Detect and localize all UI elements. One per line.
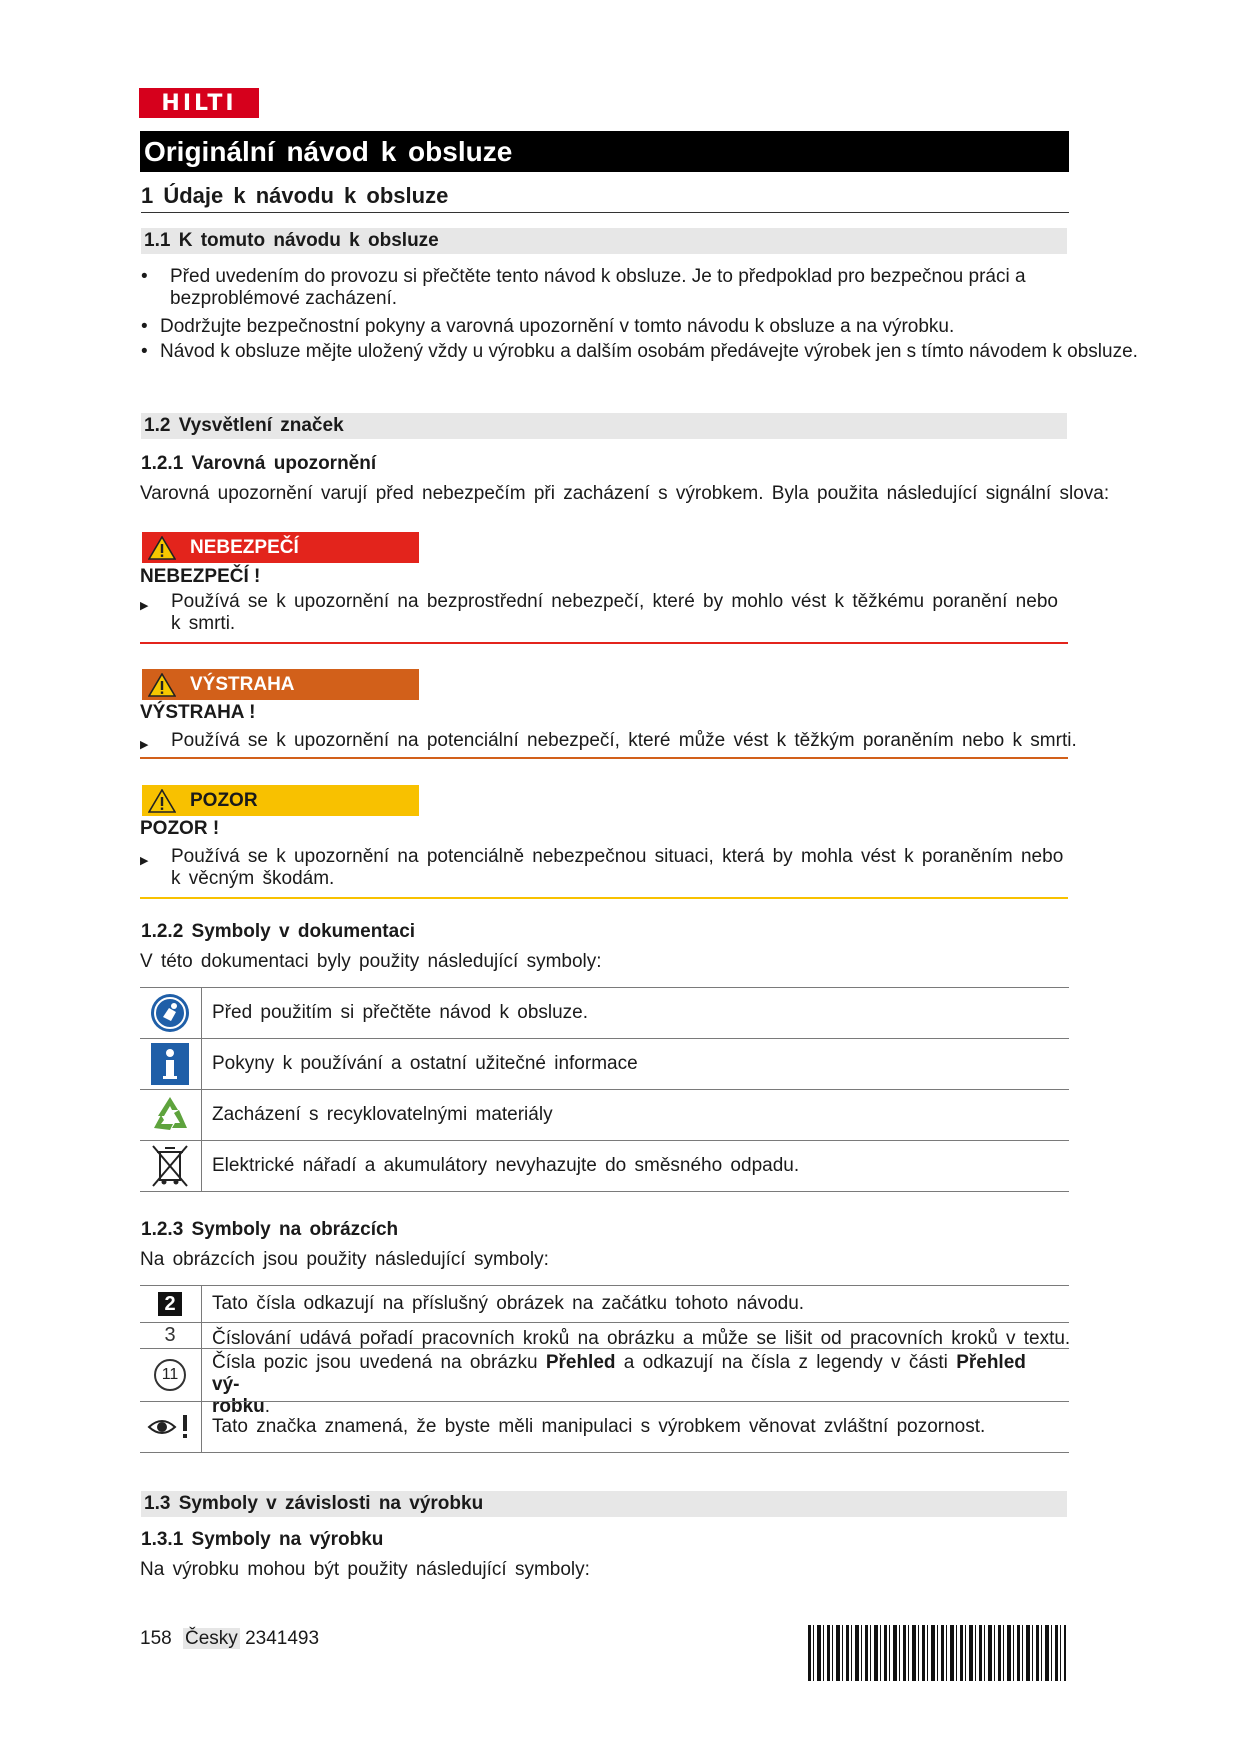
table-rule: [140, 1452, 1069, 1453]
signal-description: [140, 730, 1100, 752]
danger-rule: [140, 642, 1068, 644]
warnings-intro: Varovná upozornění varují před nebezpečím při zacházení s výrobkem. Byla použita následující signální slova:: [140, 483, 1110, 504]
table-cell-text: Tato čísla odkazují na příslušný obrázek na začátku tohoto návodu.: [212, 1293, 805, 1314]
warning-triangle-icon: [142, 785, 182, 816]
table-row: [140, 1286, 1069, 1322]
section-1-2-3-heading: 1.2.3 Symboly na obrázcích: [141, 1219, 399, 1240]
table-cell-text: Číslování udává pořadí pracovních kroků na obrázku a může se lišit od pracovních kroků v textu.: [212, 1328, 1071, 1349]
table-cell-text: Pokyny k používání a ostatní užitečné informace: [212, 1053, 638, 1074]
warning-triangle-icon: [142, 669, 182, 700]
step-number-icon: [140, 1323, 200, 1348]
page-number: 158: [140, 1628, 172, 1649]
section-1-3-1-heading: 1.3.1 Symboly na výrobku: [141, 1529, 384, 1550]
recycle-icon: [140, 1090, 200, 1140]
table-row: [140, 1141, 1069, 1191]
info-icon: [140, 1039, 200, 1089]
table-cell-text: Elektrické nářadí a akumulátory nevyhazujte do směsného odpadu.: [212, 1155, 800, 1176]
arrow-bullet-icon: ▶: [140, 855, 149, 867]
figure-symbols-intro: Na obrázcích jsou použity následující symboly:: [140, 1249, 549, 1270]
position-number-symbol: 11: [154, 1359, 186, 1391]
table-row: [140, 1039, 1069, 1089]
caution-signal-box: [142, 785, 419, 816]
footer: [140, 1628, 319, 1650]
signal-word: VÝSTRAHA !: [140, 702, 256, 723]
table-cell-text: Čísla pozic jsou uvedená na obrázku Přehled a odkazují na čísla z legendy v části Přehled vý- robku.: [212, 1352, 1026, 1417]
table-row: [140, 1349, 1069, 1417]
section-1-heading: 1 Údaje k návodu k obsluze: [141, 183, 1069, 213]
footer-language: Česky: [184, 1628, 238, 1649]
step-number-symbol: 3: [164, 1324, 176, 1346]
signal-text: Používá se k upozornění na potenciální nebezpečí, které může vést k těžkým poraněním nebo k smrti.: [171, 730, 1077, 751]
section-1-2-1-heading: 1.2.1 Varovná upozornění: [141, 453, 377, 474]
warning-triangle-icon: [142, 532, 182, 563]
warning-signal-box: [142, 669, 419, 700]
signal-text: Používá se k upozornění na potenciálně nebezpečnou situaci, která by mohla vést k poraněním nebo k věcným škodám.: [171, 846, 1064, 889]
bullet-item: • Dodržujte bezpečnostní pokyny a varovná upozornění v tomto návodu k obsluze a na výrobku.: [141, 316, 1069, 338]
barcode: [808, 1625, 1066, 1681]
hilti-logo: HILTI: [139, 88, 259, 118]
signal-label: VÝSTRAHA: [190, 673, 295, 695]
no-bin-icon: [140, 1141, 200, 1191]
section-1-1-heading: 1.1 K tomuto návodu k obsluze: [141, 228, 1067, 254]
bullet-text: Návod k obsluze mějte uložený vždy u výrobku a dalším osobám předávejte výrobek jen s tímto návodem k obsluze.: [160, 341, 1138, 362]
caution-rule: [140, 897, 1068, 899]
doc-symbols-intro: V této dokumentaci byly použity následující symboly:: [140, 951, 602, 972]
figure-number-symbol: 2: [158, 1292, 182, 1316]
signal-label: POZOR: [190, 789, 258, 811]
bullet-text: Před uvedením do provozu si přečtěte tento návod k obsluze. Je to předpoklad pro bezpečnou práci a bezproblémové zacházení.: [170, 266, 1026, 309]
bullet-item: • Návod k obsluze mějte uložený vždy u výrobku a dalším osobám předávejte výrobek jen s tímto návodem k obsluze.: [141, 341, 1161, 363]
table-row: [140, 1090, 1069, 1140]
read-manual-icon: [140, 988, 200, 1038]
page-title: Originální návod k obsluze: [140, 131, 1069, 172]
signal-word: POZOR !: [140, 818, 220, 839]
section-1-2-heading: 1.2 Vysvětlení značek: [141, 413, 1067, 439]
table-rule: [140, 1191, 1069, 1192]
table-row: [140, 1323, 1069, 1348]
doc-number: 2341493: [245, 1628, 320, 1649]
table-row: [140, 988, 1069, 1038]
bullet-text: Dodržujte bezpečnostní pokyny a varovná upozornění v tomto návodu k obsluze a na výrobku.: [160, 316, 955, 337]
signal-text: Používá se k upozornění na bezprostřední nebezpečí, které by mohlo vést k těžkému poranění nebo k smrti.: [171, 591, 1058, 634]
position-number-icon: [140, 1349, 200, 1401]
danger-signal-box: [142, 532, 419, 563]
signal-label: NEBEZPEČÍ: [190, 536, 299, 558]
product-symbols-intro: Na výrobku mohou být použity následující symboly:: [140, 1559, 590, 1580]
signal-word: NEBEZPEČÍ !: [140, 566, 261, 587]
section-1-2-2-heading: 1.2.2 Symboly v dokumentaci: [141, 921, 416, 942]
eye-attention-icon: [140, 1402, 200, 1452]
signal-description: [140, 846, 1068, 890]
bullet-item: • Před uvedením do provozu si přečtěte tento návod k obsluze. Je to předpoklad pro bezpečnou práci a bezproblémové zacházení.: [141, 266, 1069, 310]
warning-rule: [140, 757, 1068, 759]
table-cell-text: Zacházení s recyklovatelnými materiály: [212, 1104, 553, 1125]
section-1-3-heading: 1.3 Symboly v závislosti na výrobku: [141, 1491, 1067, 1517]
figure-number-icon: [140, 1286, 200, 1322]
table-cell-text: Tato značka znamená, že byste měli manipulaci s výrobkem věnovat zvláštní pozornost.: [212, 1416, 986, 1437]
arrow-bullet-icon: ▶: [140, 600, 149, 612]
arrow-bullet-icon: ▶: [140, 739, 149, 751]
table-cell-text: Před použitím si přečtěte návod k obsluze.: [212, 1002, 589, 1023]
table-row: [140, 1402, 1069, 1452]
signal-description: [140, 591, 1068, 635]
